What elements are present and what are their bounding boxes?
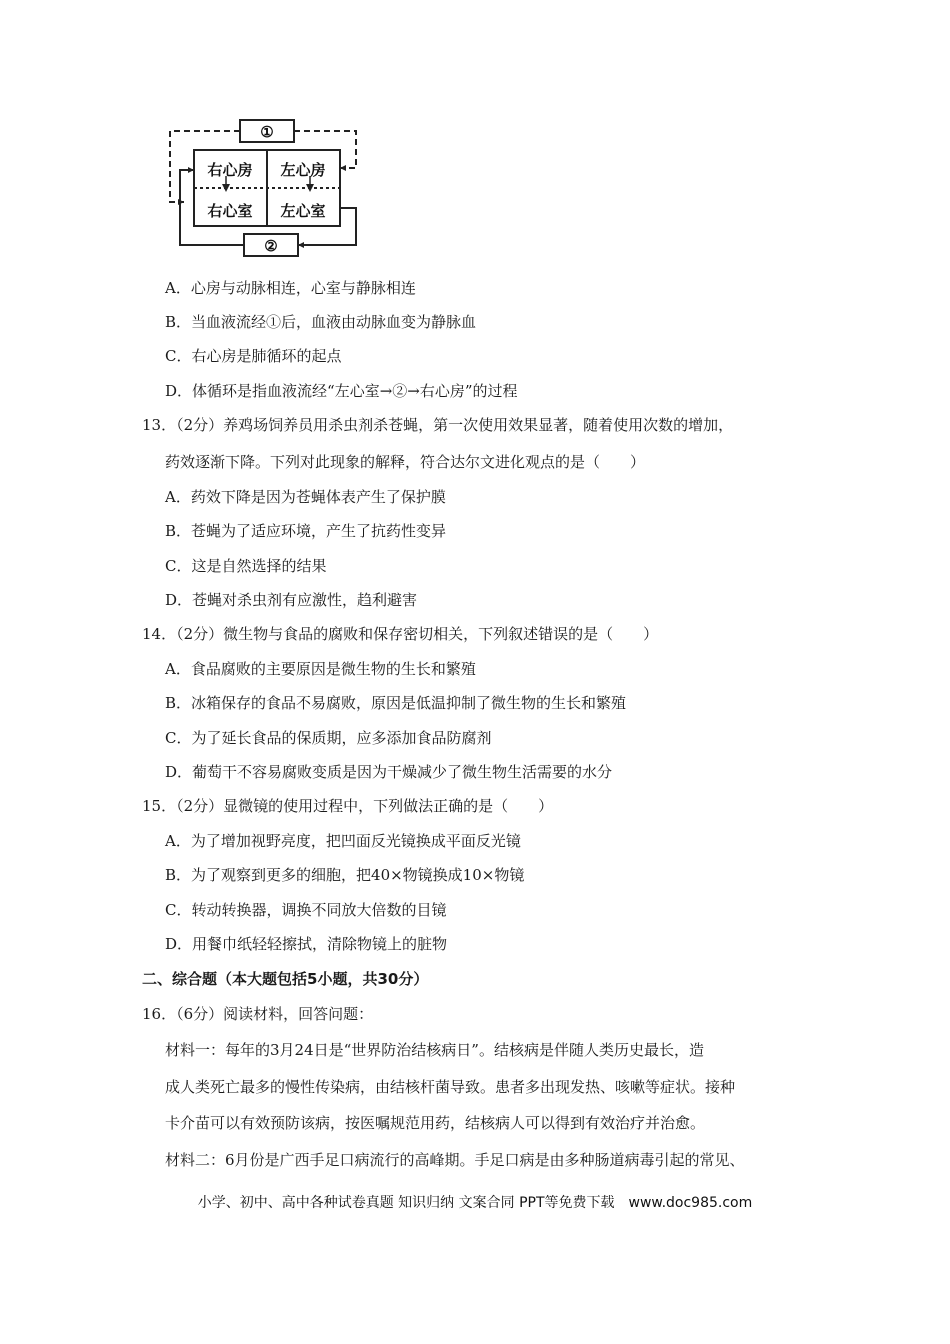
q14-stem: 14．（2分）微生物与食品的腐败和保存密切相关，下列叙述错误的是（ ） — [142, 625, 659, 643]
q14-option-c: C．为了延长食品的保质期，应多添加食品防腐剂 — [165, 729, 492, 747]
q13-option-d: D．苍蝇对杀虫剂有应激性，趋利避害 — [165, 591, 418, 609]
q12-option-b: B．当血液流经①后，血液由动脉血变为静脉血 — [165, 313, 477, 331]
q16-material1-line1: 材料一：每年的3月24日是“世界防治结核病日”。结核病是伴随人类历史最长，造 — [165, 1041, 704, 1059]
q15-option-d: D．用餐巾纸轻轻擦拭，清除物镜上的脏物 — [165, 935, 448, 953]
q13-option-b: B．苍蝇为了适应环境，产生了抗药性变异 — [165, 522, 447, 540]
q14-option-d: D．葡萄干不容易腐败变质是因为干燥减少了微生物生活需要的水分 — [165, 763, 613, 781]
q15-option-b: B．为了观察到更多的细胞，把40×物镜换成10×物镜 — [165, 866, 525, 884]
q12-option-c: C．右心房是肺循环的起点 — [165, 347, 342, 365]
heart-circulation-diagram — [160, 112, 370, 262]
diagram-label-1: ① — [260, 123, 274, 141]
q16-material1-line3: 卡介苗可以有效预防该病，按医嘱规范用药，结核病人可以得到有效治疗并治愈。 — [165, 1114, 706, 1132]
page-footer: 小学、初中、高中各种试卷真题 知识归纳 文案合同 PPT等免费下载 www.doc985.com — [197, 1195, 753, 1211]
q13-stem-line2: 药效逐渐下降。下列对此现象的解释，符合达尔文进化观点的是（ ） — [165, 453, 646, 471]
q13-stem-line1: 13．（2分）养鸡场饲养员用杀虫剂杀苍蝇，第一次使用效果显著，随着使用次数的增加， — [142, 416, 734, 434]
q14-option-a: A．食品腐败的主要原因是微生物的生长和繁殖 — [165, 660, 476, 678]
q13-option-c: C．这是自然选择的结果 — [165, 557, 327, 575]
q15-option-a: A．为了增加视野亮度，把凹面反光镜换成平面反光镜 — [165, 832, 521, 850]
right-ventricle-label: 右心室 — [207, 202, 253, 220]
diagram-label-2: ② — [264, 237, 278, 255]
q13-option-a: A．药效下降是因为苍蝇体表产生了保护膜 — [165, 488, 446, 506]
q12-option-a: A．心房与动脉相连，心室与静脉相连 — [165, 279, 416, 297]
left-atrium-label: 左心房 — [280, 161, 326, 179]
q16-stem: 16．（6分）阅读材料，回答问题： — [142, 1005, 374, 1023]
left-ventricle-label: 左心室 — [280, 202, 326, 220]
q15-option-c: C．转动转换器，调换不同放大倍数的目镜 — [165, 901, 447, 919]
q12-option-d: D．体循环是指血液流经“左心室→②→右心房”的过程 — [165, 382, 518, 400]
q15-stem: 15．（2分）显微镜的使用过程中，下列做法正确的是（ ） — [142, 797, 554, 815]
q16-material2-line1: 材料二：6月份是广西手足口病流行的高峰期。手足口病是由多种肠道病毒引起的常见、 — [165, 1151, 745, 1169]
q14-option-b: B．冰箱保存的食品不易腐败，原因是低温抑制了微生物的生长和繁殖 — [165, 694, 627, 712]
q16-material1-line2: 成人类死亡最多的慢性传染病，由结核杆菌导致。患者多出现发热、咳嗽等症状。接种 — [165, 1078, 736, 1096]
section-heading: 二、综合题（本大题包括5小题，共30分） — [142, 970, 429, 988]
right-atrium-label: 右心房 — [207, 161, 253, 179]
